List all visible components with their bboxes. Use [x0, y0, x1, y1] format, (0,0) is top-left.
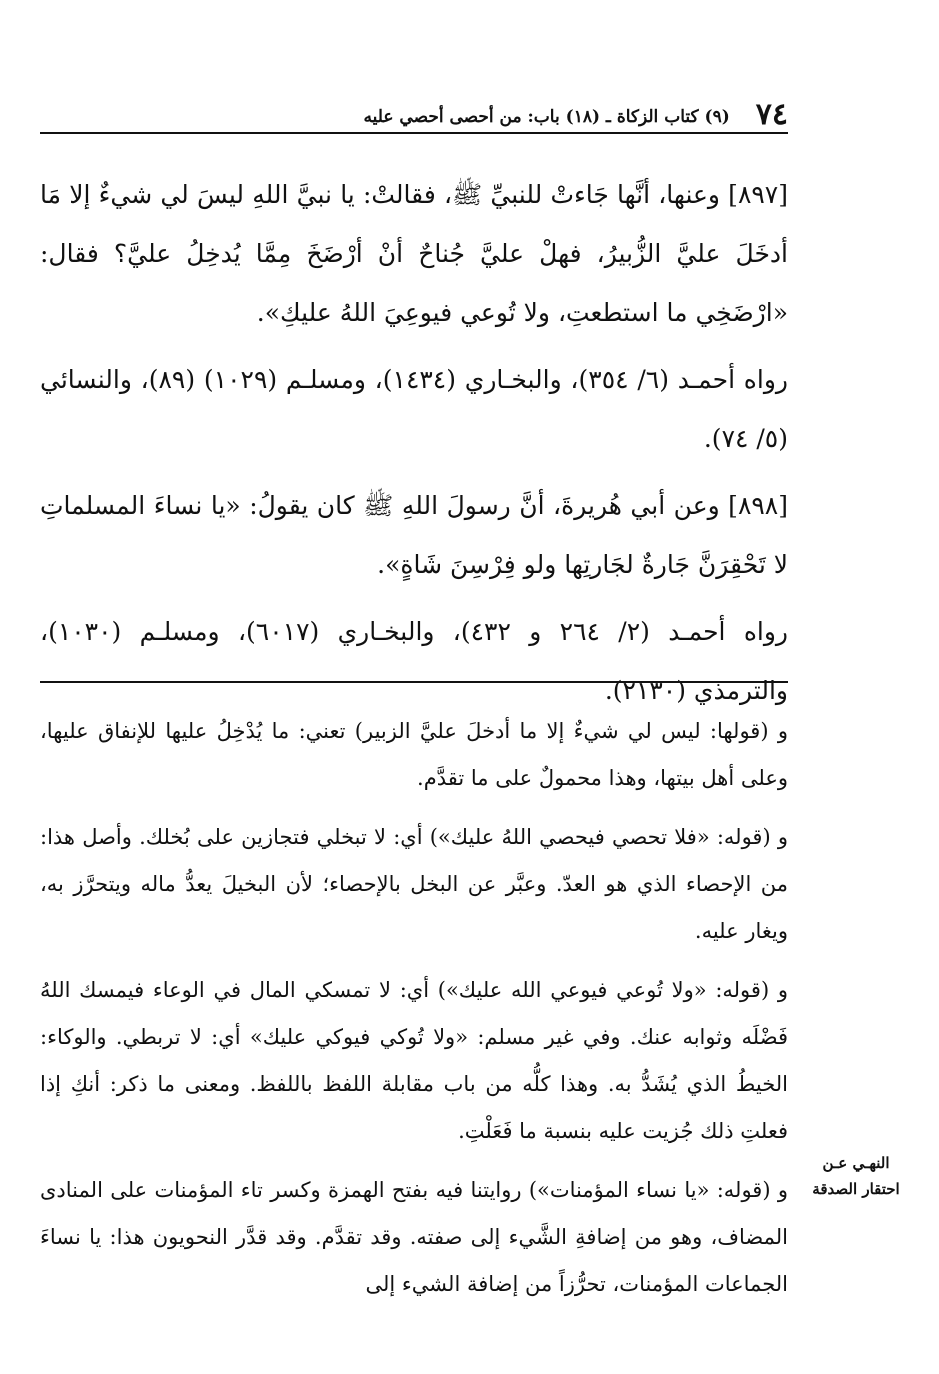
header-divider: [40, 132, 788, 134]
commentary-paragraph: و (قوله: «فلا تحصي فيحصي اللهُ عليك») أي: لا تبخلي فتجازين على بُخلك. وأصل هذا: من الإحصاء الذي هو العدّ. وعبَّر عن البخل بالإحصاء؛ لأن البخيلَ يعدُّ ماله ويتحرَّز به، ويغار عليه.: [40, 825, 788, 943]
commentary-divider: [40, 681, 788, 683]
hadith-898-text: [٨٩٨] وعن أبي هُريرةَ، أنَّ رسولَ اللهِ ﷺ كان يقولُ: «يا نساءَ المسلماتِ لا تَحْقِرَنَّ جَارةٌ لجَارتِها ولو فِرْسِنَ شَاةٍ».: [40, 491, 788, 579]
commentary-paragraph: و (قولها: ليس لي شيءٌ إلا ما أدخلَ عليَّ الزبير) تعني: ما يُدْخِلُ عليها للإنفاق عليها، وعلى أهل بيتها، وهذا محمولٌ على ما تقدَّم.: [40, 719, 788, 790]
running-title: (٩) كتاب الزكاة ـ (١٨) باب: من أحصى أحصي عليه: [363, 107, 730, 127]
commentary-section: [40, 708, 788, 1308]
margin-heading-line2: احتقار الصدقة: [812, 1180, 900, 1198]
page-header: [40, 96, 788, 130]
commentary-paragraph: و (قوله: «يا نساء المؤمنات») روايتنا فيه بفتح الهمزة وكسر تاء المؤمنات على المنادى المضاف، وهو من إضافةِ الشَّيء إلى صفته. وقد تقدَّم. وقد قدَّر النحويون هذا: يا نساءَ الجماعات المؤمنات، تحرُّزاً من إضافة الشيء إلى: [40, 1178, 788, 1296]
margin-heading: [800, 1150, 912, 1202]
hadith-section: [40, 165, 788, 720]
hadith-898-source: رواه أحمـد (٢/ ٢٦٤ و ٤٣٢)، والبخـاري (٦٠١٧)، ومسلـم (١٠٣٠)، والترمذي (٢١٣٠).: [40, 617, 789, 705]
page-number: ٧٤: [755, 97, 788, 132]
hadith-897-source: رواه أحمـد (٦/ ٣٥٤)، والبخـاري (١٤٣٤)، ومسلـم (١٠٢٩) (٨٩)، والنسائي (٥/ ٧٤).: [40, 365, 788, 453]
hadith-897-text: [٨٩٧] وعنها، أنَّها جَاءتْ للنبيِّ ﷺ، فقالتْ: يا نبيَّ اللهِ ليسَ لي شيءٌ إلا مَا أدخَلَ عليَّ الزُّبيرُ، فهلْ عليَّ جُناحٌ أنْ أرْضَخَ مِمَّا يُدخِلُ عليَّ؟ فقال: «ارْضَخِي ما استطعتِ، ولا تُوعي فيوعِيَ اللهُ عليكِ».: [40, 180, 788, 327]
margin-heading-line1: النهـي عـن: [822, 1154, 890, 1172]
commentary-paragraph: و (قوله: «ولا تُوعي فيوعي الله عليك») أي: لا تمسكي المال في الوعاء فيمسك اللهُ فَضْلَه وثوابه عنك. وفي غير مسلم: «ولا تُوكي فيوكي عليك» أي: لا تربطي. والوكاء: الخيطُ الذي يُشَدُّ به. وهذا كلُّه من باب مقابلة اللفظ باللفظ. ومعنى ما ذكر: أنكِ إذا فعلتِ ذلك جُزيت عليه بنسبة ما فَعَلْتِ.: [40, 978, 788, 1143]
